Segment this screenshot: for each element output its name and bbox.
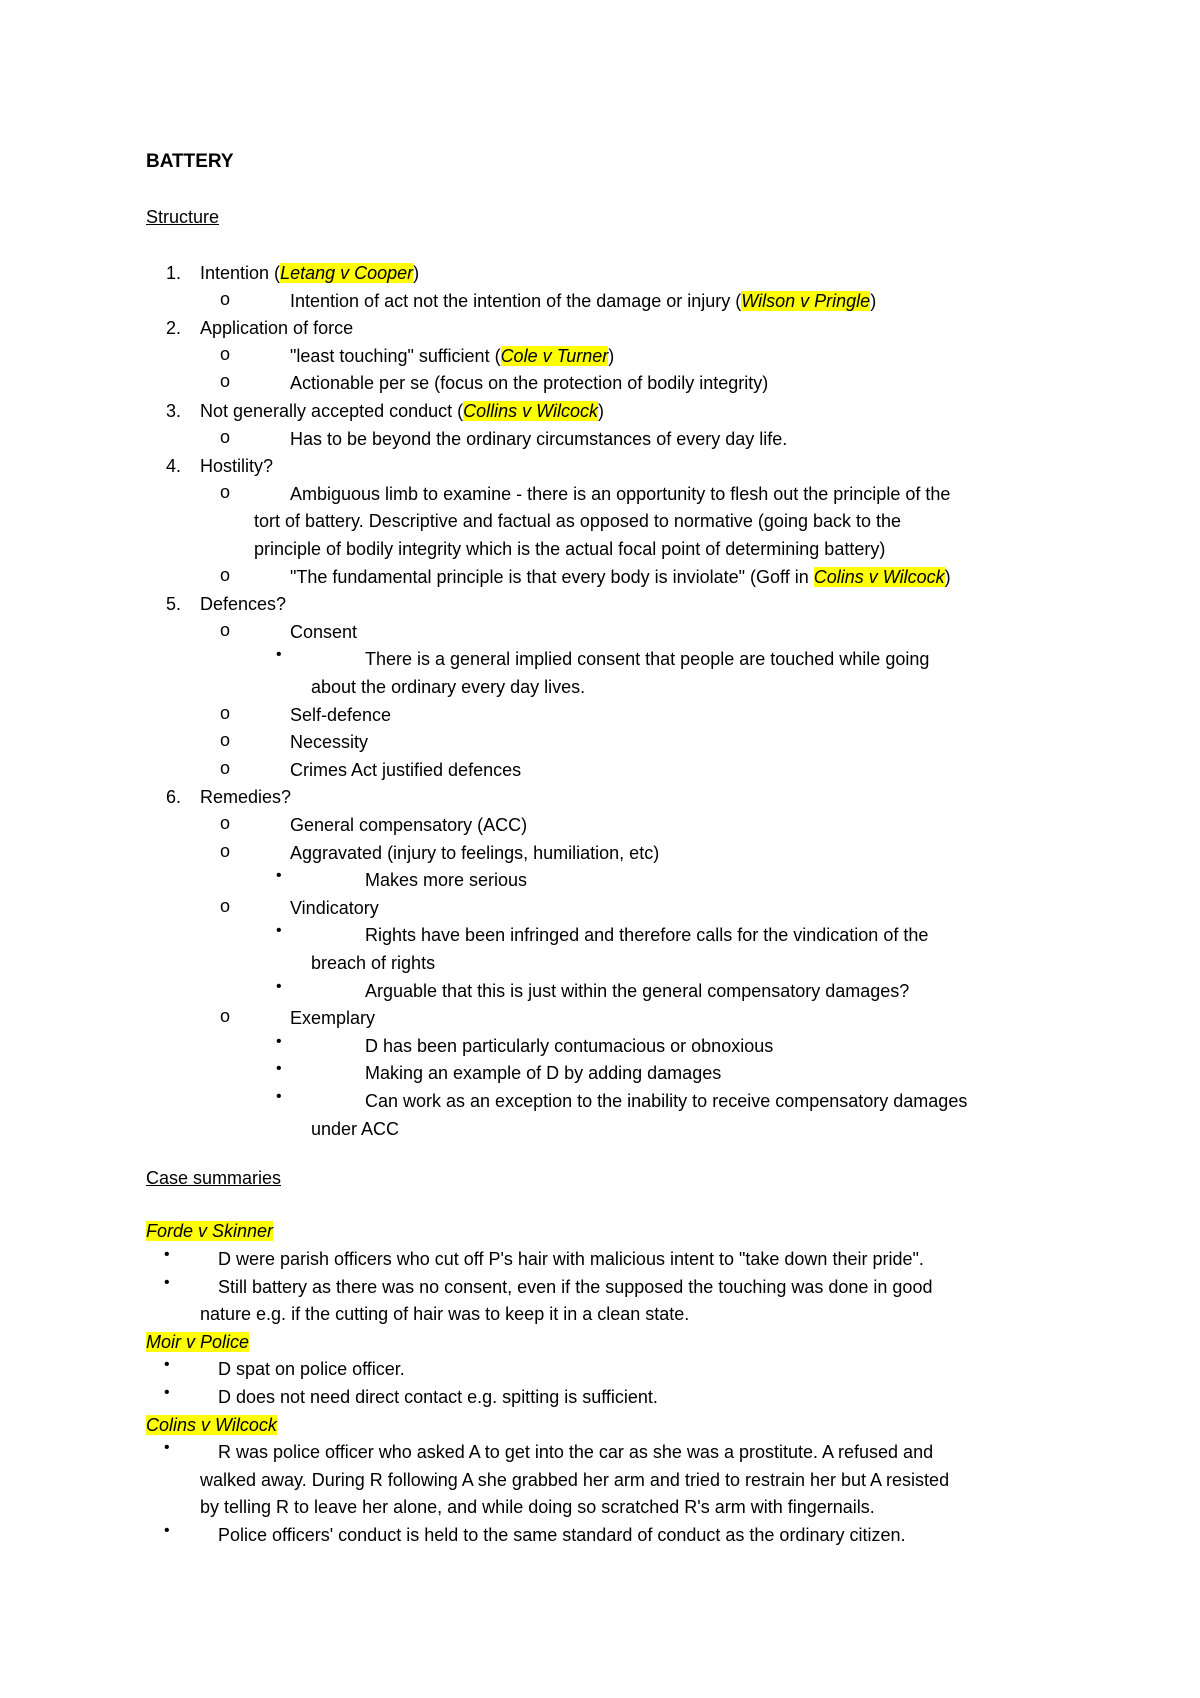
case-citation: Wilson v Pringle xyxy=(741,290,871,311)
sub-text: Crimes Act justified defences xyxy=(290,759,522,780)
case-point: D were parish officers who cut off P's hair with malicious intent to "take down their pride". xyxy=(218,1249,924,1269)
bullet-item: There is a general implied consent that people are touched while going xyxy=(365,649,930,670)
sub-item xyxy=(290,1006,375,1030)
structure-item xyxy=(200,261,419,285)
case-title: Forde v Skinner xyxy=(146,1221,274,1242)
sub-bullet-icon: o xyxy=(220,343,231,364)
sub-item xyxy=(290,565,951,589)
structure-item xyxy=(200,592,286,616)
structure-item xyxy=(200,399,604,423)
bullet-icon: • xyxy=(164,1356,170,1374)
list-number: 4. xyxy=(166,456,182,477)
structure-heading: Structure xyxy=(146,207,220,227)
item-text: Intention ( xyxy=(200,263,281,283)
case-point: D does not need direct contact e.g. spitting is sufficient. xyxy=(218,1387,658,1407)
bullet-icon: • xyxy=(276,1060,282,1078)
bullet-continuation: breach of rights xyxy=(311,953,436,973)
item-text: Defences? xyxy=(200,594,287,615)
page-title: BATTERY xyxy=(146,151,234,172)
case-point-continuation: by telling R to leave her alone, and while doing so scratched R's arm with fingernails. xyxy=(200,1497,875,1518)
sub-item xyxy=(290,703,391,727)
sub-bullet-icon: o xyxy=(220,481,231,502)
sub-bullet-icon: o xyxy=(220,288,231,309)
sub-text: Intention of act not the intention of the damage or injury ( xyxy=(290,290,742,311)
item-text: ) xyxy=(598,401,605,421)
bullet-item: Rights have been infringed and therefore calls for the vindication of the xyxy=(365,925,929,946)
case-point: D spat on police officer. xyxy=(218,1359,405,1380)
sub-item xyxy=(290,896,379,920)
case-citation: Letang v Cooper xyxy=(280,263,414,283)
sub-text: Actionable per se (focus on the protection of bodily integrity) xyxy=(290,373,769,394)
item-text: ) xyxy=(413,263,420,283)
item-text: Hostility? xyxy=(200,456,274,477)
sub-bullet-icon: o xyxy=(220,895,231,916)
case-name xyxy=(146,1219,273,1243)
sub-text: Necessity xyxy=(290,732,369,753)
sub-bullet-icon: o xyxy=(220,426,231,447)
bullet-icon: • xyxy=(276,1032,282,1050)
bullet-icon: • xyxy=(276,922,282,940)
sub-item xyxy=(290,841,659,865)
case-point: Police officers' conduct is held to the same standard of conduct as the ordinary citizen. xyxy=(218,1525,906,1545)
sub-item xyxy=(290,344,614,368)
sub-text: General compensatory (ACC) xyxy=(290,815,528,835)
list-number: 6. xyxy=(166,787,182,808)
list-number: 2. xyxy=(166,318,182,339)
bullet-icon: • xyxy=(276,867,282,885)
bullet-icon: • xyxy=(164,1246,170,1263)
sub-text: Vindicatory xyxy=(290,897,379,918)
case-point-continuation: nature e.g. if the cutting of hair was to keep it in a clean state. xyxy=(200,1304,690,1325)
case-title: Colins v Wilcock xyxy=(146,1414,277,1435)
bullet-item: Makes more serious xyxy=(365,870,528,891)
bullet-icon: • xyxy=(276,1088,282,1105)
bullet-continuation: about the ordinary every day lives. xyxy=(311,677,586,697)
case-point-continuation: walked away. During R following A she grabbed her arm and tried to restrain her but A resisted xyxy=(200,1469,950,1490)
sub-bullet-icon: o xyxy=(220,371,231,392)
sub-text: Consent xyxy=(290,621,358,642)
sub-bullet-icon: o xyxy=(220,730,231,751)
bullet-item: Making an example of D by adding damages xyxy=(365,1063,722,1084)
sub-text: "least touching" sufficient ( xyxy=(290,345,501,366)
sub-text: Aggravated (injury to feelings, humiliation, etc) xyxy=(290,842,660,863)
sub-item xyxy=(290,813,527,837)
sub-text: Exemplary xyxy=(290,1008,376,1029)
sub-item xyxy=(290,482,950,506)
bullet-item: Arguable that this is just within the general compensatory damages? xyxy=(365,980,910,1001)
sub-bullet-icon: o xyxy=(220,619,231,640)
sub-item-continuation: principle of bodily integrity which is the actual focal point of determining battery) xyxy=(254,539,886,559)
sub-bullet-icon: o xyxy=(220,1006,231,1027)
sub-item xyxy=(290,427,787,451)
sub-text: ) xyxy=(608,345,615,366)
sub-item xyxy=(290,620,357,644)
sub-item xyxy=(290,758,521,782)
item-text: Not generally accepted conduct ( xyxy=(200,401,464,421)
case-citation: Collins v Wilcock xyxy=(463,401,599,421)
bullet-icon: • xyxy=(276,646,282,664)
list-number: 3. xyxy=(166,401,182,421)
structure-item xyxy=(200,454,273,478)
case-name xyxy=(146,1413,277,1437)
case-citation: Colins v Wilcock xyxy=(813,566,945,587)
case-point: R was police officer who asked A to get into the car as she was a prostitute. A refused and xyxy=(218,1442,934,1463)
case-point: Still battery as there was no consent, even if the supposed the touching was done in good xyxy=(218,1276,933,1297)
item-text: Remedies? xyxy=(200,787,292,808)
list-number: 1. xyxy=(166,263,182,283)
sub-item xyxy=(290,730,368,754)
bullet-icon: • xyxy=(164,1522,170,1539)
sub-text: ) xyxy=(944,566,951,587)
bullet-icon: • xyxy=(164,1439,170,1457)
bullet-icon: • xyxy=(164,1273,170,1291)
bullet-continuation: under ACC xyxy=(311,1118,400,1139)
bullet-item: Can work as an exception to the inability to receive compensatory damages xyxy=(365,1091,968,1111)
sub-item xyxy=(290,371,768,395)
sub-text: Has to be beyond the ordinary circumstances of every day life. xyxy=(290,428,788,449)
case-summaries-heading: Case summaries xyxy=(146,1168,282,1189)
case-citation: Cole v Turner xyxy=(500,345,609,366)
bullet-icon: • xyxy=(164,1384,170,1401)
sub-text: "The fundamental principle is that every body is inviolate" (Goff in xyxy=(290,566,814,587)
item-text: Application of force xyxy=(200,318,354,339)
sub-bullet-icon: o xyxy=(220,757,231,778)
case-name xyxy=(146,1330,249,1354)
sub-bullet-icon: o xyxy=(220,813,231,833)
sub-bullet-icon: o xyxy=(220,702,231,723)
list-number: 5. xyxy=(166,594,182,615)
sub-text: ) xyxy=(870,290,877,311)
sub-bullet-icon: o xyxy=(220,564,231,585)
sub-item-continuation: tort of battery. Descriptive and factual as opposed to normative (going back to the xyxy=(254,511,902,532)
sub-bullet-icon: o xyxy=(220,840,231,861)
structure-item xyxy=(200,316,353,340)
sub-text: Self-defence xyxy=(290,704,392,725)
structure-item xyxy=(200,785,291,809)
sub-text: Ambiguous limb to examine - there is an opportunity to flesh out the principle of the xyxy=(290,483,951,504)
bullet-item: D has been particularly contumacious or obnoxious xyxy=(365,1035,774,1056)
case-title: Moir v Police xyxy=(146,1331,250,1352)
sub-item xyxy=(290,289,876,313)
bullet-icon: • xyxy=(276,977,282,995)
